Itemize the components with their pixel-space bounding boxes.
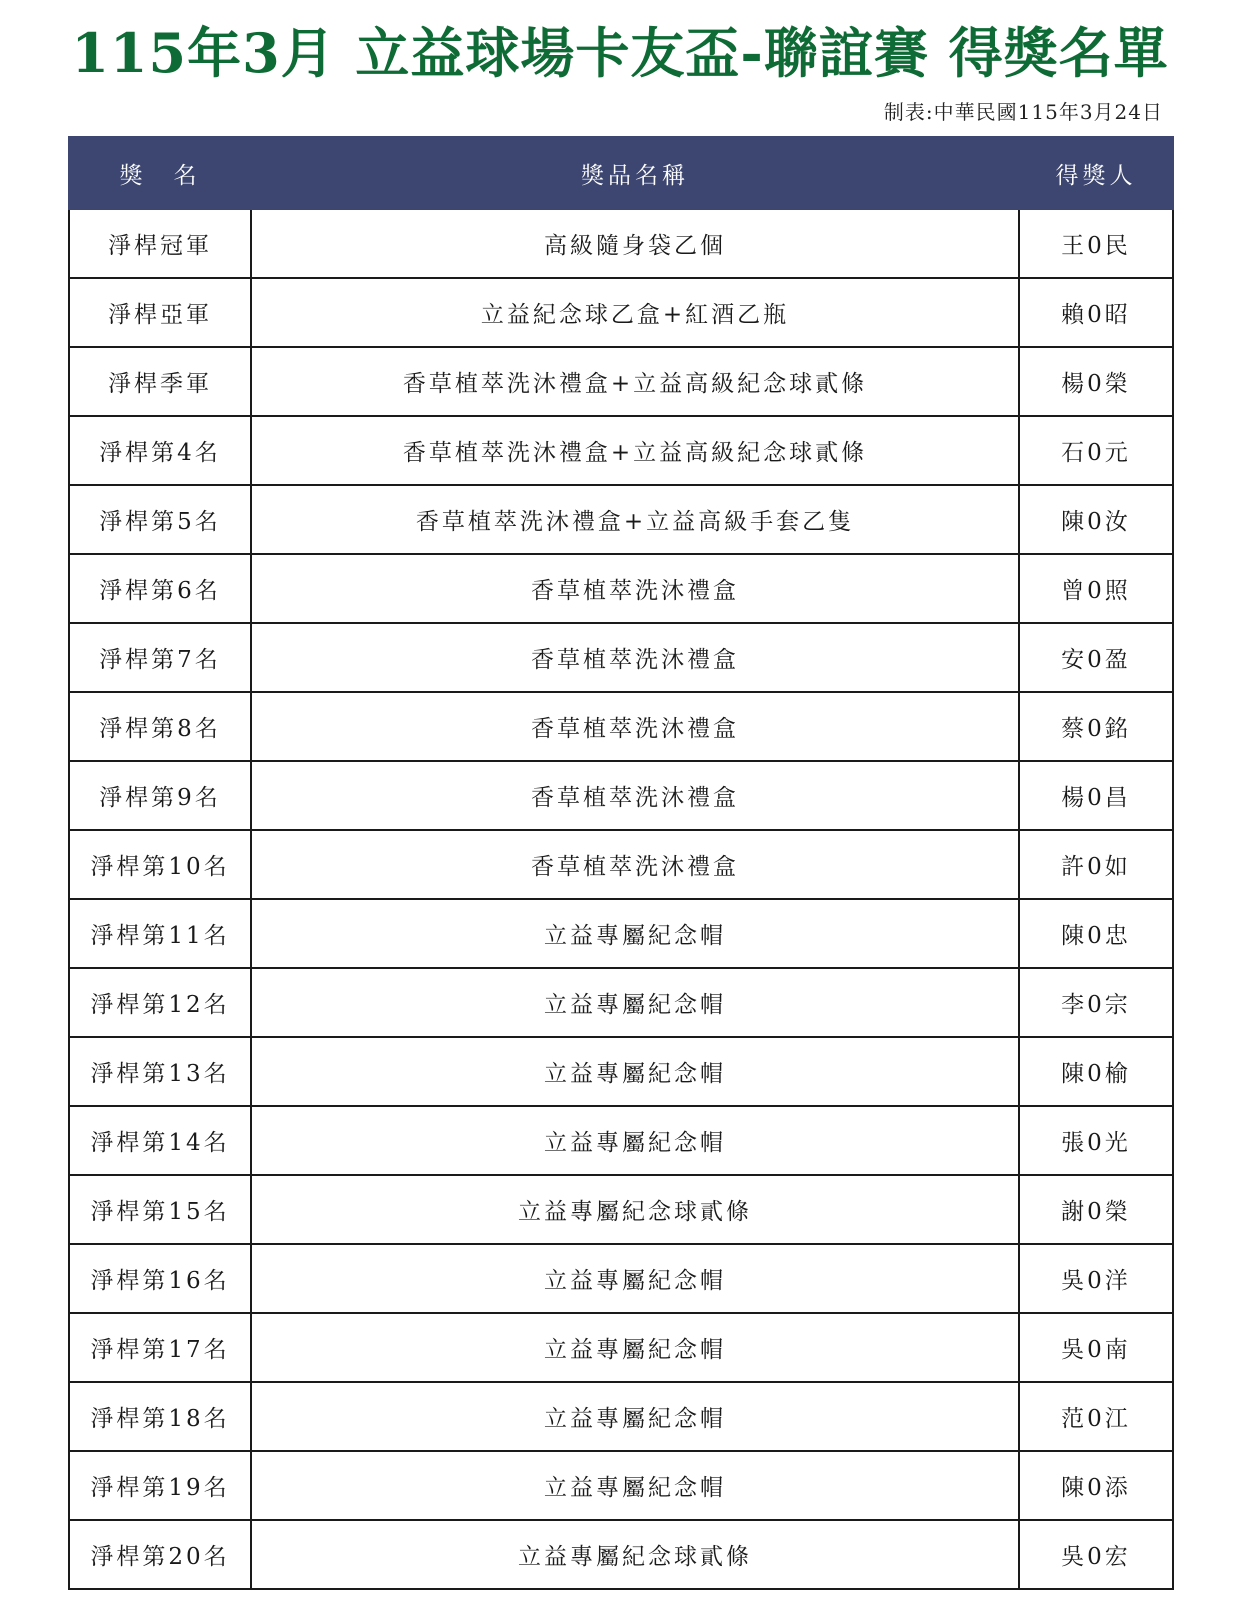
award-cell: 淨桿第14名	[69, 1106, 251, 1175]
prize-cell: 立益專屬紀念帽	[251, 1244, 1019, 1313]
prize-cell: 立益專屬紀念球貳條	[251, 1175, 1019, 1244]
column-header-winner: 得獎人	[1019, 137, 1173, 209]
table-row	[69, 1244, 1173, 1313]
prize-cell: 香草植萃洗沐禮盒	[251, 761, 1019, 830]
winner-cell: 陳0忠	[1019, 899, 1173, 968]
award-cell: 淨桿第9名	[69, 761, 251, 830]
table-row	[69, 1037, 1173, 1106]
award-cell: 淨桿冠軍	[69, 209, 251, 278]
table-header	[69, 137, 1173, 209]
award-cell: 淨桿季軍	[69, 347, 251, 416]
prize-cell: 立益專屬紀念帽	[251, 1106, 1019, 1175]
winner-cell: 吳0宏	[1019, 1520, 1173, 1589]
prize-cell: 立益專屬紀念球貳條	[251, 1520, 1019, 1589]
table-row	[69, 830, 1173, 899]
prize-cell: 立益紀念球乙盒+紅酒乙瓶	[251, 278, 1019, 347]
column-header-award: 獎 名	[69, 137, 251, 209]
winner-cell: 謝0榮	[1019, 1175, 1173, 1244]
prize-cell: 香草植萃洗沐禮盒+立益高級紀念球貳條	[251, 416, 1019, 485]
award-cell: 淨桿第19名	[69, 1451, 251, 1520]
award-cell: 淨桿亞軍	[69, 278, 251, 347]
prize-cell: 香草植萃洗沐禮盒+立益高級紀念球貳條	[251, 347, 1019, 416]
winner-cell: 吳0洋	[1019, 1244, 1173, 1313]
prize-cell: 香草植萃洗沐禮盒	[251, 692, 1019, 761]
table-row	[69, 278, 1173, 347]
award-cell: 淨桿第4名	[69, 416, 251, 485]
prize-cell: 立益專屬紀念帽	[251, 1382, 1019, 1451]
prize-cell: 立益專屬紀念帽	[251, 1313, 1019, 1382]
winner-cell: 范0江	[1019, 1382, 1173, 1451]
prize-cell: 立益專屬紀念帽	[251, 968, 1019, 1037]
table-row	[69, 692, 1173, 761]
award-cell: 淨桿第20名	[69, 1520, 251, 1589]
table-row	[69, 1520, 1173, 1589]
table-row	[69, 554, 1173, 623]
table-body	[69, 209, 1173, 1589]
award-cell: 淨桿第7名	[69, 623, 251, 692]
winner-cell: 賴0昭	[1019, 278, 1173, 347]
made-date: 制表:中華民國115年3月24日	[883, 100, 1163, 124]
award-cell: 淨桿第12名	[69, 968, 251, 1037]
award-cell: 淨桿第15名	[69, 1175, 251, 1244]
winner-cell: 楊0昌	[1019, 761, 1173, 830]
winner-cell: 蔡0銘	[1019, 692, 1173, 761]
header-row	[69, 137, 1173, 209]
prize-cell: 立益專屬紀念帽	[251, 899, 1019, 968]
table-row	[69, 1106, 1173, 1175]
winner-cell: 張0光	[1019, 1106, 1173, 1175]
award-cell: 淨桿第6名	[69, 554, 251, 623]
prize-cell: 香草植萃洗沐禮盒	[251, 830, 1019, 899]
prize-cell: 立益專屬紀念帽	[251, 1451, 1019, 1520]
prize-cell: 立益專屬紀念帽	[251, 1037, 1019, 1106]
table-row	[69, 761, 1173, 830]
winner-cell: 陳0榆	[1019, 1037, 1173, 1106]
award-cell: 淨桿第5名	[69, 485, 251, 554]
winner-cell: 許0如	[1019, 830, 1173, 899]
table-row	[69, 1175, 1173, 1244]
award-cell: 淨桿第16名	[69, 1244, 251, 1313]
winner-cell: 曾0照	[1019, 554, 1173, 623]
winner-cell: 安0盈	[1019, 623, 1173, 692]
prize-cell: 香草植萃洗沐禮盒	[251, 554, 1019, 623]
table-row	[69, 1313, 1173, 1382]
winner-cell: 李0宗	[1019, 968, 1173, 1037]
prize-cell: 高級隨身袋乙個	[251, 209, 1019, 278]
table-row	[69, 623, 1173, 692]
table-row	[69, 347, 1173, 416]
table-row	[69, 209, 1173, 278]
award-cell: 淨桿第18名	[69, 1382, 251, 1451]
table-row	[69, 485, 1173, 554]
prize-cell: 香草植萃洗沐禮盒	[251, 623, 1019, 692]
column-header-prize: 獎品名稱	[251, 137, 1019, 209]
award-cell: 淨桿第11名	[69, 899, 251, 968]
table-row	[69, 1382, 1173, 1451]
winner-cell: 陳0添	[1019, 1451, 1173, 1520]
winner-cell: 王0民	[1019, 209, 1173, 278]
table-row	[69, 899, 1173, 968]
award-cell: 淨桿第8名	[69, 692, 251, 761]
winner-cell: 陳0汝	[1019, 485, 1173, 554]
prize-cell: 香草植萃洗沐禮盒+立益高級手套乙隻	[251, 485, 1019, 554]
winner-cell: 吳0南	[1019, 1313, 1173, 1382]
table-row	[69, 416, 1173, 485]
table-row	[69, 968, 1173, 1037]
awards-table	[68, 136, 1174, 1590]
winner-cell: 石0元	[1019, 416, 1173, 485]
award-cell: 淨桿第13名	[69, 1037, 251, 1106]
table-row	[69, 1451, 1173, 1520]
winner-cell: 楊0榮	[1019, 347, 1173, 416]
award-cell: 淨桿第17名	[69, 1313, 251, 1382]
award-cell: 淨桿第10名	[69, 830, 251, 899]
page-title: 115年3月 立益球場卡友盃-聯誼賽 得獎名單	[71, 21, 1169, 85]
